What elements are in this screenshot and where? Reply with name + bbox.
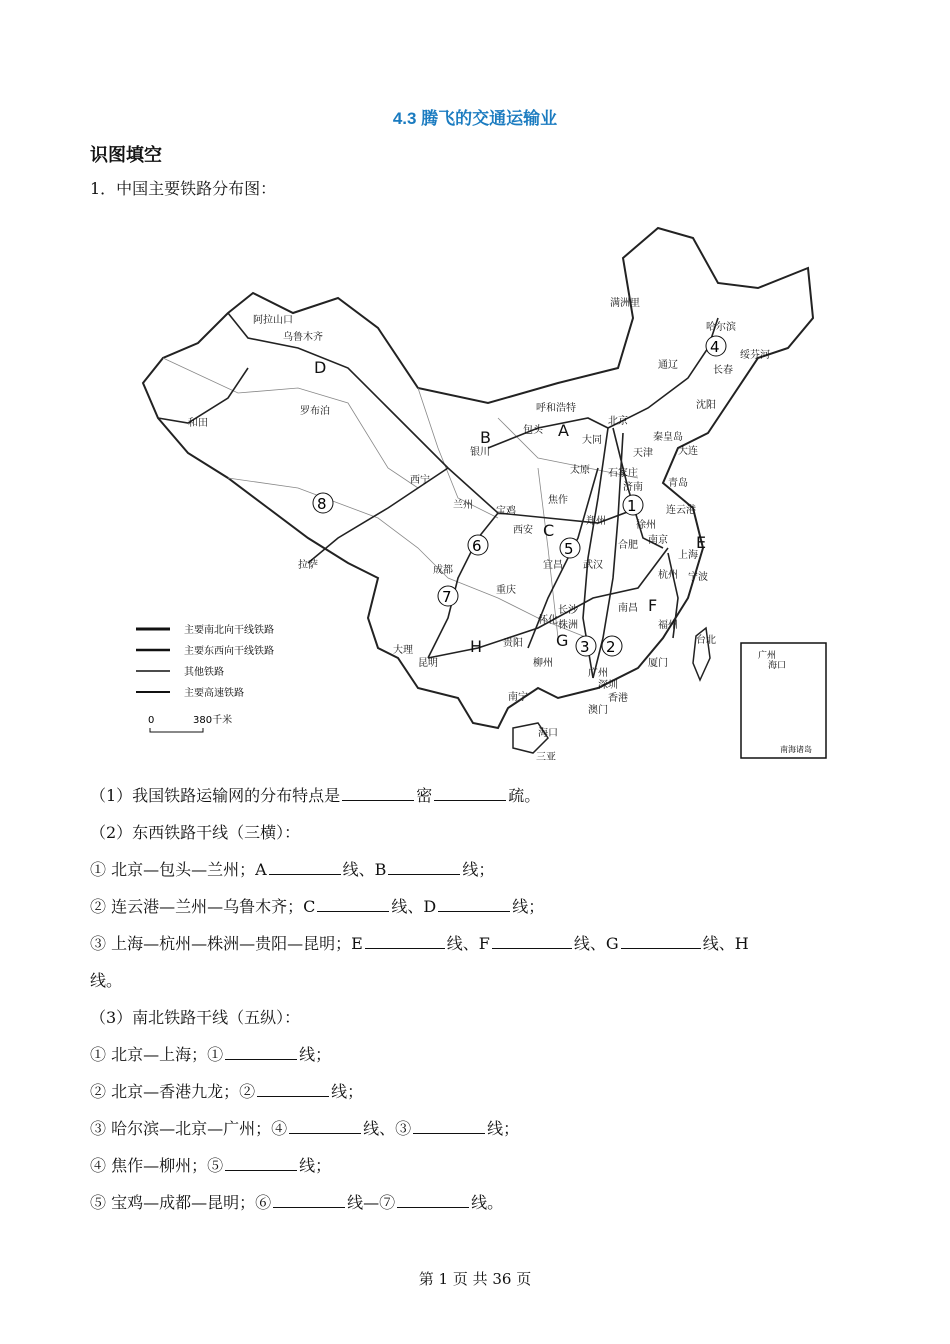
answer-blank[interactable] <box>273 1193 345 1208</box>
line-number: 3 <box>580 638 590 656</box>
line-number: 4 <box>710 338 720 356</box>
city-label: 武汉 <box>583 560 603 571</box>
city-label: 重庆 <box>496 585 516 596</box>
answer-blank[interactable] <box>413 1119 485 1134</box>
city-label: 石家庄 <box>608 468 638 479</box>
city-label: 阿拉山口 <box>253 315 293 326</box>
inset-city: 广州 <box>758 651 777 661</box>
city-label: 秦皇岛 <box>653 432 683 443</box>
city-label: 长春 <box>713 365 733 376</box>
city-label: 西宁 <box>410 475 430 486</box>
answer-blank[interactable] <box>388 860 460 875</box>
answer-blank[interactable] <box>317 897 389 912</box>
legend-label: 主要东西向干线铁路 <box>184 646 274 657</box>
answer-blank[interactable] <box>365 934 445 949</box>
answer-blank[interactable] <box>225 1045 297 1060</box>
city-label: 台北 <box>696 635 716 646</box>
city-label: 满洲里 <box>610 298 640 309</box>
line-letter: E <box>696 533 707 552</box>
answer-blank[interactable] <box>492 934 572 949</box>
city-label: 连云港 <box>666 505 696 516</box>
city-label: 徐州 <box>636 520 656 531</box>
city-label: 呼和浩特 <box>536 403 576 414</box>
city-label: 通辽 <box>658 360 678 371</box>
line-letter: G <box>556 631 569 650</box>
city-label: 青岛 <box>668 478 688 489</box>
city-label: 柳州 <box>533 658 553 669</box>
city-label: 宝鸡 <box>496 506 516 517</box>
legend-label: 主要高速铁路 <box>184 688 244 699</box>
city-label: 乌鲁木齐 <box>283 332 323 343</box>
scale-distance: 380千米 <box>193 715 233 726</box>
line-letter: H <box>470 637 483 656</box>
question-row-s4: ④ 焦作—柳州；⑤ 线； <box>90 1156 332 1175</box>
city-label: 太原 <box>570 465 590 476</box>
city-label: 北京 <box>608 416 628 427</box>
city-label: 罗布泊 <box>300 406 330 417</box>
rail-lanxin-longhai <box>228 313 638 523</box>
answer-blank[interactable] <box>269 860 341 875</box>
city-labels <box>188 296 770 763</box>
question-1-3: （3）南北铁路干线（五纵）： <box>90 1008 301 1027</box>
inset-label: 南海诸岛 <box>780 745 812 754</box>
question-row-s1: ① 北京—上海；① 线； <box>90 1045 332 1064</box>
inset-city: 海口 <box>768 661 787 671</box>
line-number: 5 <box>564 540 574 558</box>
question-1-2: （2）东西铁路干线（三横）： <box>90 823 301 842</box>
city-label: 长沙 <box>558 605 578 616</box>
city-label: 银川 <box>470 447 490 458</box>
answer-blank[interactable] <box>397 1193 469 1208</box>
city-label: 福州 <box>658 620 678 631</box>
line-letter: D <box>314 358 327 377</box>
city-label: 宜昌 <box>543 560 563 571</box>
line-letter: C <box>543 521 555 540</box>
answer-blank[interactable] <box>257 1082 329 1097</box>
line-letter: F <box>648 596 658 615</box>
city-label: 香港 <box>608 693 628 704</box>
city-label: 深圳 <box>598 680 618 691</box>
answer-blank[interactable] <box>225 1156 297 1171</box>
city-label: 大同 <box>582 435 602 446</box>
city-label: 宁波 <box>688 572 708 583</box>
legend-label: 其他铁路 <box>184 667 224 678</box>
city-label: 绥芬河 <box>740 350 770 361</box>
south-china-sea-inset <box>741 643 826 758</box>
rail-jingha <box>608 318 718 428</box>
line-number: 2 <box>606 638 616 656</box>
city-label: 南京 <box>648 535 668 546</box>
line-number: 8 <box>317 495 327 513</box>
city-label: 大理 <box>393 645 413 656</box>
line-letter: A <box>558 421 569 440</box>
line-number: 7 <box>442 588 452 606</box>
city-label: 西安 <box>513 525 533 536</box>
rail-baocheng-chengkun <box>428 513 498 658</box>
question-1-1: （1）我国铁路运输网的分布特点是 密 疏。 <box>90 786 541 805</box>
city-label: 包头 <box>523 425 543 436</box>
city-label: 焦作 <box>548 495 568 506</box>
city-label: 海口 <box>538 728 558 739</box>
question-1-intro: 1．中国主要铁路分布图： <box>90 179 277 198</box>
city-label: 南昌 <box>618 603 638 614</box>
legend-label: 主要南北向干线铁路 <box>184 625 274 636</box>
city-label: 怀化 <box>538 615 558 626</box>
question-row-s2: ② 北京—香港九龙；② 线； <box>90 1082 364 1101</box>
scale-zero: 0 <box>148 715 155 726</box>
city-label: 厦门 <box>648 658 668 669</box>
city-label: 澳门 <box>588 705 608 716</box>
city-label: 株洲 <box>558 620 578 631</box>
city-label: 济南 <box>623 482 643 493</box>
answer-blank[interactable] <box>289 1119 361 1134</box>
city-label: 南宁 <box>508 692 528 703</box>
question-row-r3: ③ 上海—杭州—株洲—贵阳—昆明；E 线、F 线、G 线、H <box>90 934 749 953</box>
line-number: 6 <box>472 537 482 555</box>
city-label: 大连 <box>678 446 698 457</box>
page-title: 4.3 腾飞的交通运输业 <box>392 109 558 128</box>
page-footer: 第 1 页 共 36 页 <box>418 1270 532 1288</box>
section-heading: 识图填空 <box>90 145 162 166</box>
city-label: 三亚 <box>536 752 556 763</box>
city-label: 杭州 <box>658 570 678 581</box>
city-label: 贵阳 <box>503 638 523 649</box>
question-row-s3: ③ 哈尔滨—北京—广州；④ 线、③ 线； <box>90 1119 520 1138</box>
city-label: 郑州 <box>586 516 606 527</box>
answer-blank[interactable] <box>621 934 701 949</box>
question-row-s5: ⑤ 宝鸡—成都—昆明；⑥ 线—⑦ 线。 <box>90 1193 504 1212</box>
city-label: 成都 <box>433 565 453 576</box>
line-number-markers <box>313 336 726 656</box>
question-row-r3b: 线。 <box>90 971 123 990</box>
city-label: 拉萨 <box>298 560 318 571</box>
answer-blank[interactable] <box>342 786 414 801</box>
city-label: 天津 <box>633 448 653 459</box>
city-label: 广州 <box>588 668 608 679</box>
map-legend <box>136 623 274 732</box>
railway-map <box>118 218 838 768</box>
city-label: 上海 <box>678 550 698 561</box>
city-label: 合肥 <box>618 540 638 551</box>
answer-blank[interactable] <box>434 786 506 801</box>
question-row-r2: ② 连云港—兰州—乌鲁木齐；C 线、D 线； <box>90 897 545 916</box>
city-label: 沈阳 <box>696 400 716 411</box>
city-label: 兰州 <box>453 500 473 511</box>
question-row-r1: ① 北京—包头—兰州；A 线、B 线； <box>90 860 495 879</box>
answer-blank[interactable] <box>438 897 510 912</box>
city-label: 哈尔滨 <box>706 322 736 333</box>
line-letter: B <box>480 428 491 447</box>
city-label: 昆明 <box>418 658 438 669</box>
line-number: 1 <box>627 497 637 515</box>
city-label: 和田 <box>188 418 208 429</box>
